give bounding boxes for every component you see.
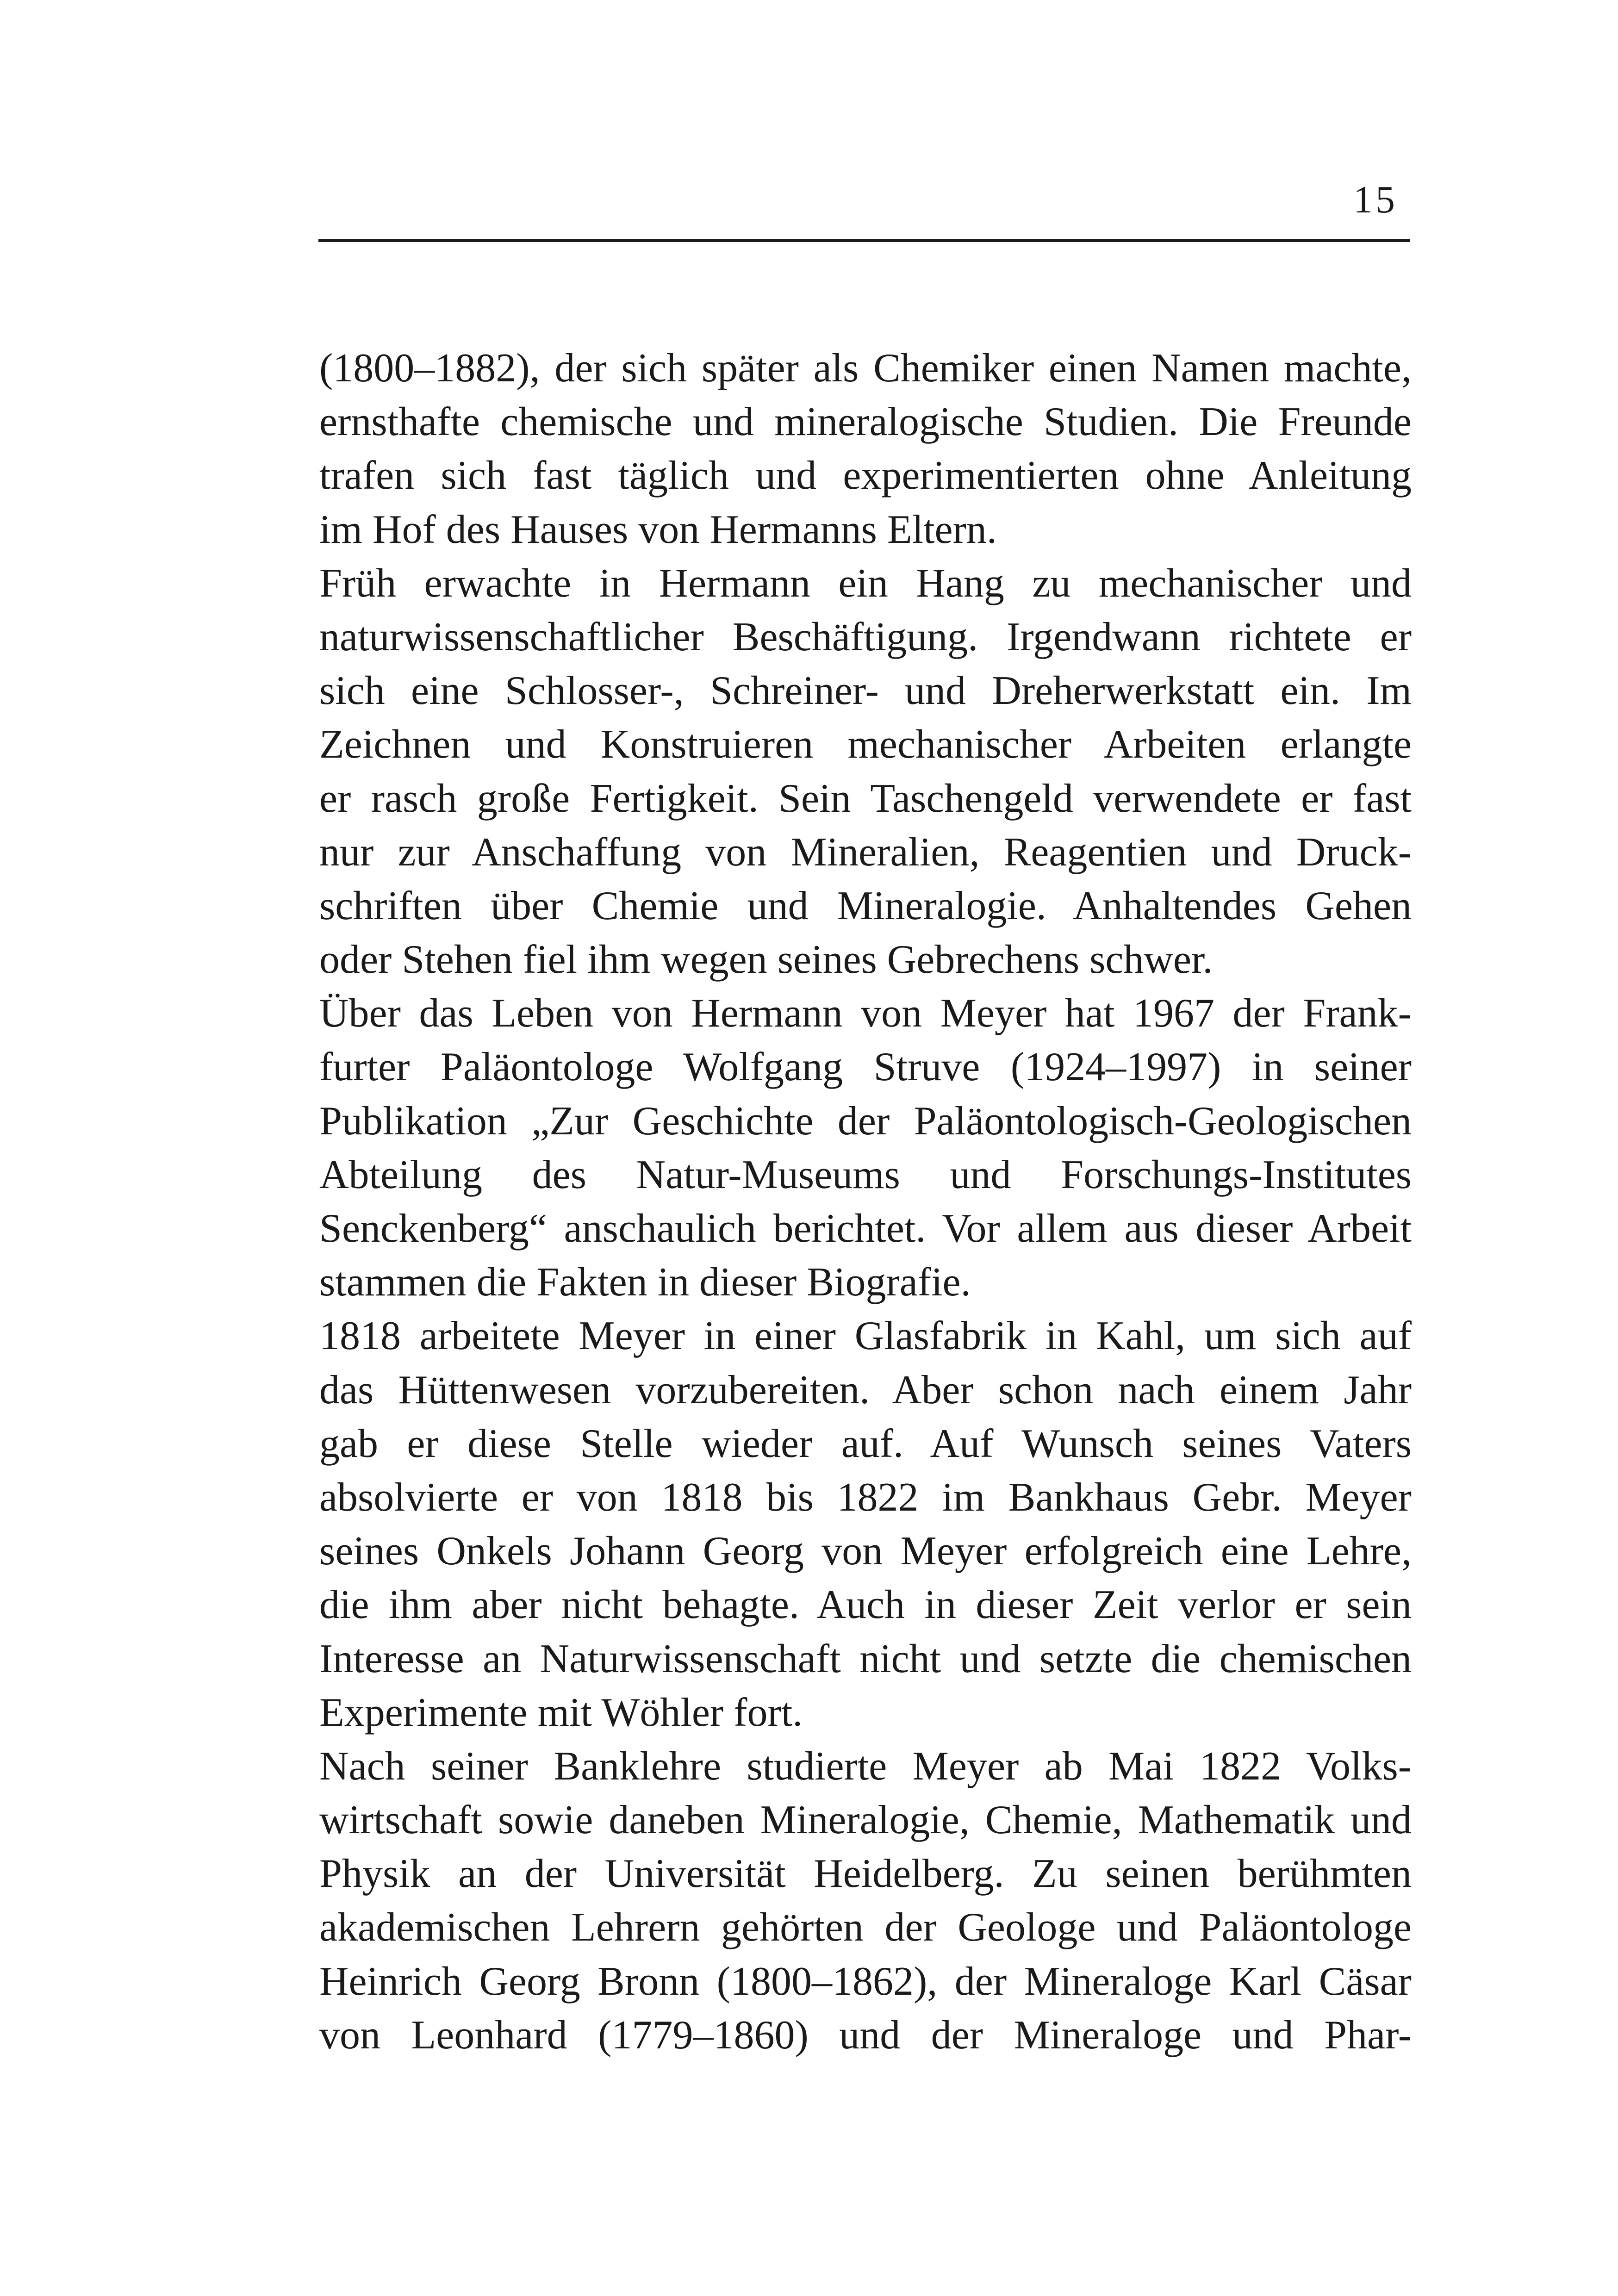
text-line: 1818 arbeitete Meyer in einer Glasfabrik in Kahl, um sich auf (319, 1313, 1412, 1359)
text-line: sich eine Schlosser-, Schreiner- und Dreherwerkstatt ein. Im (319, 668, 1412, 714)
text-line: akademischen Lehrern gehörten der Geologe und Paläontologe (319, 1905, 1412, 1950)
text-line: naturwissenschaftlicher Beschäftigung. Irgendwann richtete er (319, 614, 1412, 660)
text-line: furter Paläontologe Wolfgang Struve (1924–1997) in seiner (319, 1045, 1412, 1090)
text-line: oder Stehen fiel ihm wegen seines Gebrechens schwer. (319, 937, 1213, 983)
text-line: Heinrich Georg Bronn (1800–1862), der Mineraloge Karl Cäsar (319, 1959, 1412, 2004)
text-line: das Hüttenwesen vorzubereiten. Aber schon nach einem Jahr (319, 1367, 1412, 1412)
text-line: trafen sich fast täglich und experimentierten ohne Anleitung (319, 453, 1412, 498)
text-line: schriften über Chemie und Mineralogie. Anhaltendes Gehen (319, 883, 1412, 928)
text-line: Publikation „Zur Geschichte der Paläontologisch-Geologischen (319, 1098, 1412, 1144)
text-line: seines Onkels Johann Georg von Meyer erfolgreich eine Lehre, (319, 1529, 1412, 1574)
text-line: (1800–1882), der sich später als Chemiker einen Namen machte, (319, 346, 1412, 391)
text-line: Interesse an Naturwissenschaft nicht und setzte die chemischen (319, 1636, 1412, 1681)
text-line: von Leonhard (1779–1860) und der Mineraloge und Phar- (319, 2012, 1412, 2058)
page-number: 15 (1353, 178, 1398, 221)
text-line: Physik an der Universität Heidelberg. Zu seinen berühmten (319, 1851, 1412, 1897)
text-line: Zeichnen und Konstruieren mechanischer Arbeiten erlangte (319, 722, 1412, 767)
body-text (319, 342, 1412, 2062)
text-line: Senckenberg“ anschaulich berichtet. Vor allem aus dieser Arbeit (319, 1206, 1412, 1251)
text-line: Über das Leben von Hermann von Meyer hat 1967 der Frank- (319, 991, 1412, 1036)
text-line: die ihm aber nicht behagte. Auch in dieser Zeit verlor er sein (319, 1582, 1412, 1628)
text-line: er rasch große Fertigkeit. Sein Taschengeld verwendete er fast (319, 776, 1412, 821)
text-line: im Hof des Hauses von Hermanns Eltern. (319, 507, 997, 552)
header-rule (318, 239, 1410, 242)
text-line: wirtschaft sowie daneben Mineralogie, Chemie, Mathematik und (319, 1798, 1412, 1843)
text-line: gab er diese Stelle wieder auf. Auf Wunsch seines Vaters (319, 1421, 1412, 1466)
text-line: Nach seiner Banklehre studierte Meyer ab Mai 1822 Volks- (319, 1743, 1412, 1789)
text-line: stammen die Fakten in dieser Biografie. (319, 1260, 971, 1305)
text-line: Abteilung des Natur-Museums und Forschungs-Institutes (319, 1152, 1412, 1197)
text-line: Früh erwachte in Hermann ein Hang zu mechanischer und (319, 560, 1412, 606)
text-line: nur zur Anschaffung von Mineralien, Reagentien und Druck- (319, 829, 1412, 875)
text-line: Experimente mit Wöhler fort. (319, 1690, 803, 1735)
text-line: ernsthafte chemische und mineralogische Studien. Die Freunde (319, 399, 1412, 445)
text-line: absolvierte er von 1818 bis 1822 im Bankhaus Gebr. Meyer (319, 1475, 1412, 1520)
